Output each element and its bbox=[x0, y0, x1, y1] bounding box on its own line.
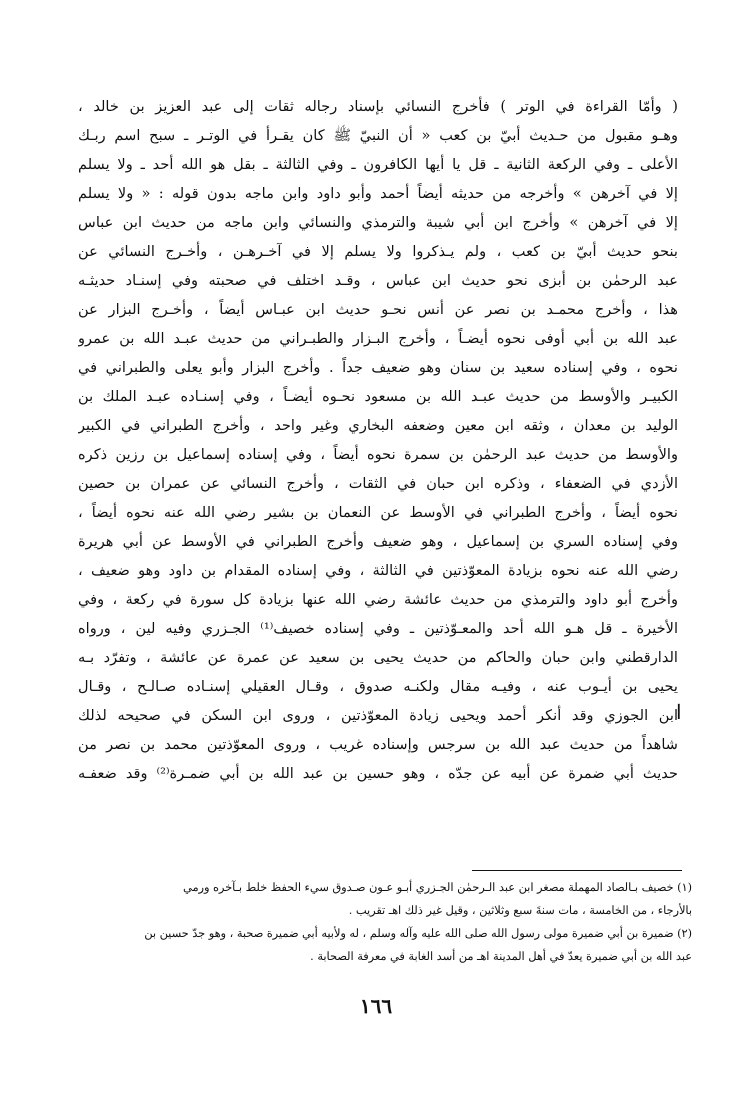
text-line: وفي إسناده السري بن إسماعيل ، وهو ضعيف وأخرج الطبراني في الأوسط عن أبي هريرة bbox=[78, 533, 678, 550]
text-line: الكبيـر والأوسط من حديث عبـد الله بن مسعود نحـوه أيضـاً ، وفي إسنـاده عبـد الملك بن bbox=[78, 388, 678, 405]
text-line: نحوه ، وفي إسناده سعيد بن سنان وهو ضعيف جداً . وأخرج البزار وأبو يعلى والطبراني في bbox=[78, 359, 678, 376]
text-line: وأخرج أبو داود والترمذي من حديث عائشة رضي الله عنها بزيادة كل سورة في ركعة ، وفي bbox=[78, 591, 678, 608]
text-line: الوليد بن معدان ، وثقه ابن معين وضعفه البخاري وغير واحد ، وأخرج الطبراني في الكبير bbox=[78, 417, 678, 434]
text-line: بنحو حديث أبيّ بن كعب ، ولم يـذكروا ولا يسلم إلا في آخـرهـن ، وأخـرج النسائي عن bbox=[78, 243, 678, 260]
footnote-line: (٢) ضميرة بن أبي ضميرة مولى رسول الله صلى الله عليه وآله وسلم ، له ولأبيه أبي ضميرة صحبة ، وهو جدّ حسين بن bbox=[144, 927, 692, 940]
main-text bbox=[78, 92, 678, 788]
text-line: رضي الله عنه نحوه بزيادة المعوّذتين في الثالثة ، وفي إسناده المقدام بن داود وهو ضعيف ، bbox=[78, 562, 678, 579]
page-number: ١٦٦ bbox=[359, 994, 393, 1018]
text-line: يحيى بن أيـوب عنه ، وفيـه مقال ولكنـه صدوق ، وقـال العقيلي إسنـاده صـالـح ، وقـال bbox=[78, 678, 678, 695]
text-line: حديث أبي ضمرة عن أبيه عن جدّه ، وهو حسين بن عبد الله بن أبي ضمـرة⁽²⁾ وقد ضعفـه bbox=[78, 765, 678, 782]
margin-mark: ا bbox=[676, 700, 682, 724]
footnote-line: عبد الله بن أبي ضميرة يعدّ في أهل المدينة اهـ من أسد الغابة في معرفة الصحابة . bbox=[310, 950, 692, 963]
footnote-separator bbox=[472, 870, 682, 871]
text-line: والأوسط من حديث عبد الرحمٰن بن سمرة نحوه أيضاً ، وفي إسناده إسماعيل بن رزين ذكره bbox=[78, 446, 678, 463]
text-line: وهـو مقبول من حـديث أبيّ بن كعب « أن النبيّ ﷺ كان يقـرأ في الوتـر ـ سبح اسم ربـك bbox=[78, 127, 678, 144]
text-line: الدارقطني وابن حبان والحاكم من حديث يحيى بن سعيد عن عمرة عن عائشة ، وتفرّد بـه bbox=[78, 649, 678, 666]
text-line: ابن الجوزي وقد أنكر أحمد ويحيى زيادة المعوّذتين ، وروى ابن السكن في صحيحه لذلك bbox=[78, 707, 678, 724]
text-line: إلا في آخرهن » وأخرجه من حديثه أيضاً أحمد وأبو داود وابن ماجه بدون قوله : « ولا يسلم bbox=[78, 185, 678, 202]
footnote-line: (١) خصيف بـالصاد المهملة مصغر ابن عبد الـرحمٰن الجـزري أبـو عـون صـدوق سيء الحفظ خلط بـآخره ورمي bbox=[183, 881, 692, 894]
text-line: نحوه أيضاً ، وأخرج الطبراني في الأوسط عن النعمان بن بشير رضي الله عنه نحوه أيضاً ، bbox=[78, 504, 678, 521]
text-line: الأعلى ـ وفي الركعة الثانية ـ قل يا أيها الكافرون ـ وفي الثالثة ـ بقل هو الله أحد ـ ولا يسلم bbox=[78, 156, 678, 173]
footnotes bbox=[66, 876, 692, 968]
text-line: الأخيرة ـ قل هـو الله أحد والمعـوّذتين ـ وفي إسناده خصيف⁽¹⁾ الجـزري وفيه لين ، ورواه bbox=[78, 620, 678, 637]
text-line: عبد الله بن أبي أوفى نحوه أيضـاً ، وأخرج البـزار والطبـراني من حديث عبـد الله بن عمرو bbox=[78, 330, 678, 347]
text-line: الأزدي في الضعفاء ، وذكره ابن حبان في الثقات ، وأخرج النسائي عن عمران بن حصين bbox=[78, 475, 678, 492]
text-line: ( وأمّا القراءة في الوتر ) فأخرج النسائي بإسناد رجاله ثقات إلى عبد العزيز بن خالد ، bbox=[78, 98, 678, 115]
text-line: شاهداً من حديث عبد الله بن سرجس وإسناده غريب ، وروى المعوّذتين محمد بن نصر من bbox=[78, 736, 678, 753]
text-line: إلا في آخرهن » وأخرج ابن أبي شيبة والترمذي والنسائي وابن ماجه من حديث ابن عباس bbox=[78, 214, 678, 231]
text-line: عبد الرحمٰن بن أبزى نحو حديث ابن عباس ، وقـد اختلف في صحبته وفي إسنـاد حديثـه bbox=[78, 272, 678, 289]
footnote-line: بالأرجاء ، من الخامسة ، مات سنةَ سبع وثلاثين ، وقيل غير ذلك اهـ تقريب . bbox=[348, 904, 692, 917]
text-line: هذا ، وأخرج محمـد بن نصر عن أنس نحـو حديث ابن عبـاس أيضاً ، وأخـرج البزار عن bbox=[78, 301, 678, 318]
